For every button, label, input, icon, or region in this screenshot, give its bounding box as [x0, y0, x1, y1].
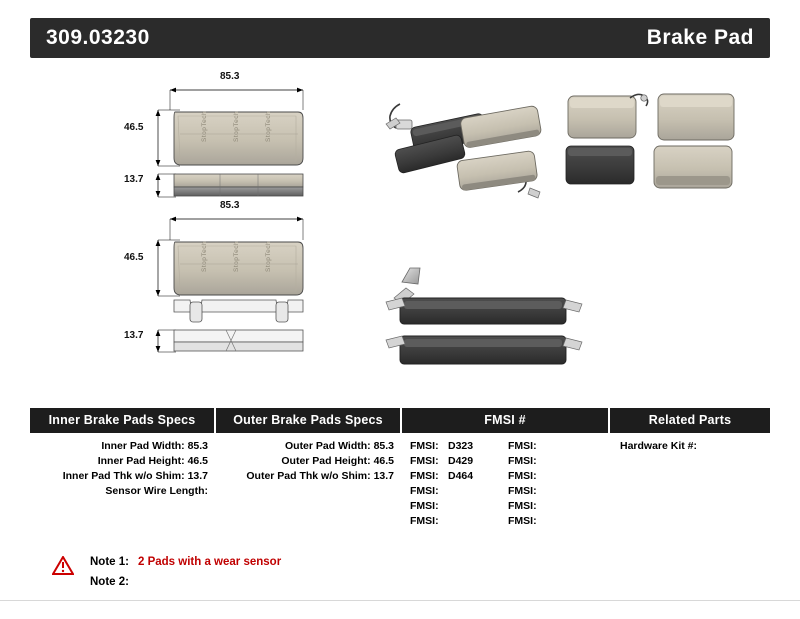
inner-pad-width-label-text: Inner Pad Width:	[101, 440, 185, 452]
fmsi-label: FMSI:	[508, 440, 537, 452]
fmsi-label: FMSI:	[508, 500, 537, 512]
outer-pad-height-label: 46.5	[124, 252, 144, 263]
outer-pad-width-value: 85.3	[373, 440, 394, 452]
fmsi-row	[508, 499, 606, 514]
fmsi-label: FMSI:	[410, 515, 439, 527]
fmsi-row	[410, 439, 508, 454]
fmsi-value: D323	[448, 440, 474, 452]
product-photo-pad-set	[386, 104, 542, 198]
outer-pad-height-row	[216, 454, 402, 469]
fmsi-row	[508, 484, 606, 499]
product-type: Brake Pad	[646, 26, 754, 49]
fmsi-label: FMSI:	[410, 500, 439, 512]
note-2-row	[90, 572, 552, 592]
fmsi-header: FMSI #	[402, 408, 610, 433]
svg-text:StopTech: StopTech	[233, 240, 240, 272]
fmsi-row	[508, 454, 606, 469]
fmsi-row	[410, 469, 508, 484]
inner-pad-thickness-row	[30, 469, 216, 484]
specs-tables	[30, 408, 770, 529]
fmsi-row	[508, 439, 606, 454]
inner-pad-thickness-value: 13.7	[187, 470, 208, 482]
outer-specs-column	[216, 408, 402, 484]
outer-pad-thickness-value: 13.7	[373, 470, 394, 482]
drawing-canvas	[30, 62, 770, 392]
outer-pad-width-label: 85.3	[220, 200, 240, 211]
svg-text:StopTech: StopTech	[233, 110, 240, 142]
inner-pad-width-value: 85.3	[187, 440, 208, 452]
fmsi-label: FMSI:	[410, 455, 439, 467]
hardware-kit-row	[610, 439, 770, 454]
inner-specs-column	[30, 408, 216, 499]
inner-pad-height-value: 46.5	[187, 455, 208, 467]
fmsi-row	[508, 514, 606, 529]
notes-section	[52, 552, 552, 592]
fmsi-value: D464	[448, 470, 474, 482]
fmsi-row	[410, 499, 508, 514]
fmsi-left-column	[410, 439, 508, 529]
fmsi-label: FMSI:	[508, 455, 537, 467]
note-1-text: 2 Pads with a wear sensor	[138, 556, 282, 568]
fmsi-label: FMSI:	[508, 485, 537, 497]
outer-pad-width-row	[216, 439, 402, 454]
outer-pad-height-value: 46.5	[373, 455, 394, 467]
fmsi-label: FMSI:	[410, 485, 439, 497]
fmsi-label: FMSI:	[508, 515, 537, 527]
fmsi-row	[508, 469, 606, 484]
fmsi-label: FMSI:	[508, 470, 537, 482]
note-2-label: Note 2:	[90, 576, 129, 588]
fmsi-value: D429	[448, 455, 474, 467]
outer-pad-thickness-row	[216, 469, 402, 484]
fmsi-label: FMSI:	[410, 440, 439, 452]
inner-pad-width-row	[30, 439, 216, 454]
fmsi-row	[410, 514, 508, 529]
svg-text:StopTech: StopTech	[201, 110, 208, 142]
inner-pad-front-view	[156, 88, 303, 166]
outer-pad-front-view	[156, 217, 303, 296]
note-1-label: Note 1:	[90, 556, 129, 568]
related-parts-column	[610, 408, 770, 454]
outer-specs-header: Outer Brake Pads Specs	[216, 408, 402, 433]
fmsi-row	[410, 484, 508, 499]
part-number: 309.03230	[46, 26, 150, 49]
outer-pad-height-label-text: Outer Pad Height:	[281, 455, 371, 467]
fmsi-label: FMSI:	[410, 470, 439, 482]
fmsi-row	[410, 454, 508, 469]
technical-drawings	[30, 62, 770, 392]
sensor-wire-length-row	[30, 484, 216, 499]
outer-pad-thickness-label-text: Outer Pad Thk w/o Shim:	[246, 470, 371, 482]
sensor-wire-length-label-text: Sensor Wire Length:	[105, 485, 208, 497]
inner-specs-header: Inner Brake Pads Specs	[30, 408, 216, 433]
inner-pad-thickness-label: 13.7	[124, 174, 144, 185]
product-photo-pad-pair	[386, 268, 582, 364]
inner-pad-height-label-text: Inner Pad Height:	[97, 455, 185, 467]
svg-text:StopTech: StopTech	[201, 240, 208, 272]
inner-pad-thickness-label-text: Inner Pad Thk w/o Shim:	[62, 470, 185, 482]
fmsi-right-column	[508, 439, 606, 529]
inner-pad-height-row	[30, 454, 216, 469]
outer-pad-width-label-text: Outer Pad Width:	[284, 440, 371, 452]
fmsi-column	[402, 408, 610, 529]
warning-icon	[52, 556, 74, 575]
related-parts-header: Related Parts	[610, 408, 770, 433]
hardware-kit-label: Hardware Kit #:	[620, 440, 698, 452]
svg-text:StopTech: StopTech	[265, 110, 272, 142]
page-header	[30, 18, 770, 58]
inner-pad-width-label: 85.3	[220, 71, 240, 82]
product-photo-pad-grid	[566, 94, 734, 188]
svg-text:StopTech: StopTech	[265, 240, 272, 272]
note-1-row	[90, 552, 552, 572]
outer-pad-backplate-view	[156, 300, 303, 352]
inner-pad-side-view	[156, 174, 303, 197]
footer-divider	[0, 600, 800, 601]
inner-pad-height-label: 46.5	[124, 122, 144, 133]
outer-pad-thickness-label: 13.7	[124, 330, 144, 341]
